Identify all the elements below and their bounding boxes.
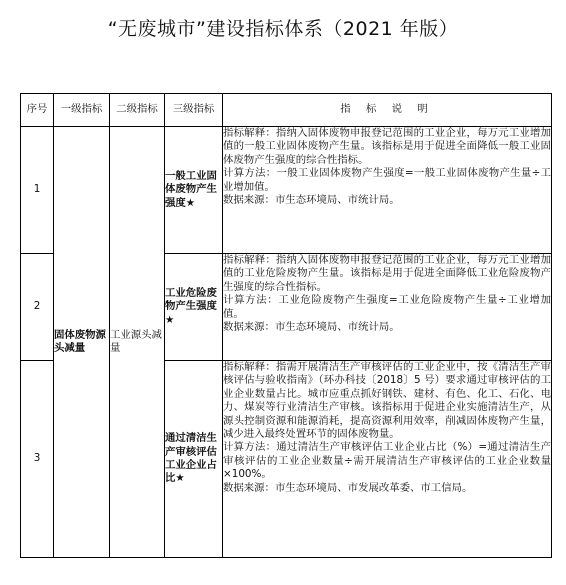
indicator-description xyxy=(223,361,552,558)
indicator-description xyxy=(223,127,552,254)
header-level3: 三级指标 xyxy=(165,94,223,127)
explanation-text: 指标解释：指纳入固体废物申报登记范围的工业企业，每万元工业增加值的一般工业固体废物产生量。该指标是用于促进全面降低一般工业固体废物产生强度的综合性指标。 xyxy=(223,127,551,166)
table-header-row xyxy=(21,94,552,127)
source-text: 数据来源：市生态环境局、市统计局。 xyxy=(223,321,400,334)
document-title: “无废城市”建设指标体系（2021 年版） xyxy=(107,18,459,40)
indicator-description xyxy=(223,254,552,361)
indicator-table xyxy=(20,93,552,558)
method-text: 计算方法：工业危险废物产生强度=工业危险废物产生量÷工业增加值。 xyxy=(223,294,551,320)
level3-indicator: 通过清洁生产审核评估工业企业占比★ xyxy=(165,361,223,558)
header-description: 指 标 说 明 xyxy=(223,94,552,127)
level1-indicator: 固体废物源头减量 xyxy=(54,127,110,558)
source-text: 数据来源：市生态环境局、市统计局。 xyxy=(223,194,400,207)
row-seq: 3 xyxy=(21,361,54,558)
level3-indicator: 工业危险废物产生强度★ xyxy=(165,254,223,361)
method-text: 计算方法：一般工业固体废物产生强度=一般工业固体废物产生量÷工业增加值。 xyxy=(223,167,551,193)
row-seq: 1 xyxy=(21,127,54,254)
level2-indicator: 工业源头减量 xyxy=(110,127,165,558)
source-text: 数据来源：市生态环境局、市发展改革委、市工信局。 xyxy=(223,481,473,494)
table-row xyxy=(21,127,552,254)
header-level1: 一级指标 xyxy=(54,94,110,127)
level3-indicator: 一般工业固体废物产生强度★ xyxy=(165,127,223,254)
explanation-text: 指标解释：指需开展清洁生产审核评估的工业企业中，按《清洁生产审核评估与验收指南》（环办科技〔2018〕5 号）要求通过审核评估的工业企业数量占比。城市应重点抓好钢铁、建材、有色、化工、石化、电力、煤炭等行业清洁生产审核。该指标用于促进企业实施清洁生产，从源头控制资源和能源消耗，提高资源利用效率，削减固体废物产生量，减少进入最终处置环节的固体废物量。 xyxy=(223,361,551,441)
header-level2: 二级指标 xyxy=(110,94,165,127)
explanation-text: 指标解释：指纳入固体废物申报登记范围的工业企业，每万元工业增加值的工业危险废物产生量。该指标是用于促进全面降低工业危险废物产生强度的综合性指标。 xyxy=(223,254,551,293)
row-seq: 2 xyxy=(21,254,54,361)
method-text: 计算方法：通过清洁生产审核评估工业企业占比（%）=通过清洁生产审核评估的工业企业数量÷需开展清洁生产审核评估的工业企业数量×100%。 xyxy=(223,441,551,481)
header-seq: 序号 xyxy=(21,94,54,127)
